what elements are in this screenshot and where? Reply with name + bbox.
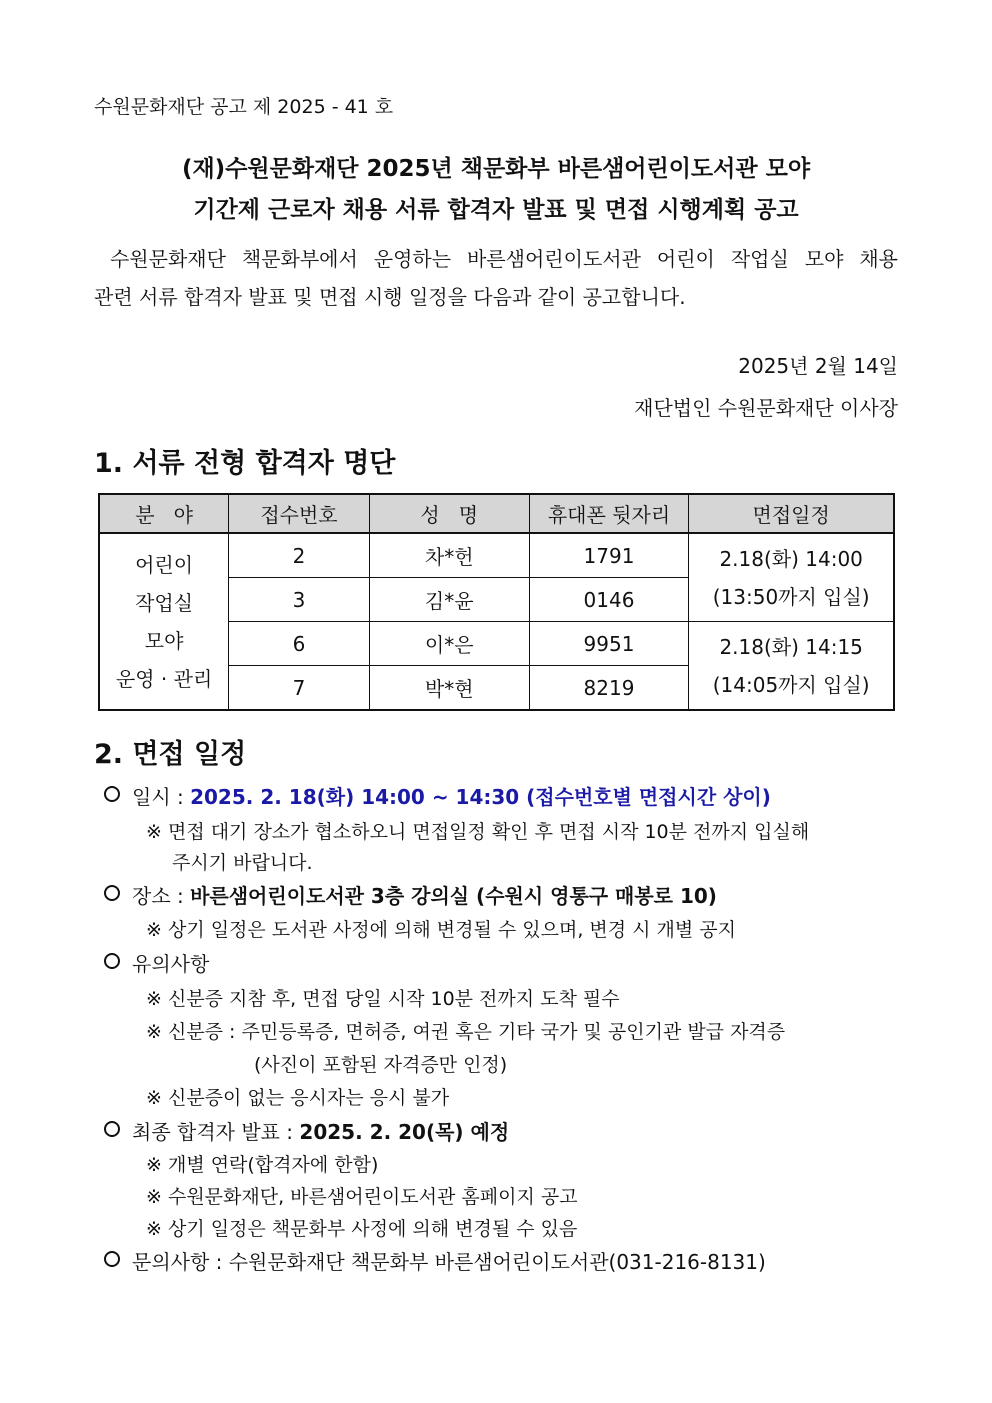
field-cell <box>99 533 229 710</box>
col-field: 분 야 <box>99 494 229 533</box>
circle-bullet-icon <box>104 1121 120 1137</box>
results-table <box>98 493 895 711</box>
field-line: 모야 <box>144 628 184 653</box>
inquiry-text: 문의사항 : 수원문화재단 책문화부 바른샘어린이도서관(031-216-8131) <box>132 1250 766 1274</box>
datetime-note-line1: ※ 면접 대기 장소가 협소하오니 면접일정 확인 후 면접 시작 10분 전까지 입실해 <box>146 821 810 843</box>
circle-bullet-icon <box>104 1251 120 1267</box>
field-line: 작업실 <box>135 590 194 615</box>
interview-time: 2.18(화) 14:00 <box>719 546 863 571</box>
datetime-label: 일시 : <box>132 785 191 809</box>
signer: 재단법인 수원문화재단 이사장 <box>634 396 898 420</box>
phone-last-digits: 0146 <box>529 578 689 622</box>
table-row <box>99 533 894 578</box>
final-value: 2025. 2. 20(목) 예정 <box>299 1120 510 1144</box>
applicant-number: 2 <box>229 533 370 578</box>
applicant-number: 7 <box>229 666 370 711</box>
final-label: 최종 합격자 발표 : <box>132 1120 300 1144</box>
caution-note-3: ※ 신분증이 없는 응시자는 응시 불가 <box>146 1087 450 1109</box>
final-note-1: ※ 개별 연락(합격자에 한함) <box>146 1154 379 1176</box>
cautions-label: 유의사항 <box>132 952 210 976</box>
applicant-number: 3 <box>229 578 370 622</box>
col-name: 성 명 <box>369 494 529 533</box>
place-note: ※ 상기 일정은 도서관 사정에 의해 변경될 수 있으며, 변경 시 개별 공지 <box>146 919 736 941</box>
phone-last-digits: 8219 <box>529 666 689 711</box>
place-label: 장소 : <box>132 884 191 908</box>
phone-last-digits: 1791 <box>529 533 689 578</box>
notice-title-line2: 기간제 근로자 채용 서류 합격자 발표 및 면접 시행계획 공고 <box>193 197 799 223</box>
caution-note-2b: (사진이 포함된 자격증만 인정) <box>254 1054 508 1076</box>
interview-schedule-cell <box>689 622 894 711</box>
place-value: 바른샘어린이도서관 3층 강의실 (수원시 영통구 매봉로 10) <box>190 884 717 908</box>
datetime-row <box>104 781 771 810</box>
applicant-number: 6 <box>229 622 370 666</box>
interview-entry: (13:50까지 입실) <box>712 584 870 609</box>
announcement-date: 2025년 2월 14일 <box>738 354 898 378</box>
circle-bullet-icon <box>104 885 120 901</box>
field-line: 어린이 <box>135 552 194 577</box>
applicant-name: 김*윤 <box>369 578 529 622</box>
applicant-name: 박*현 <box>369 666 529 711</box>
field-line: 운영 · 관리 <box>115 666 213 691</box>
intro-line2: 관련 서류 합격자 발표 및 면접 시행 일정을 다음과 같이 공고합니다. <box>94 285 686 309</box>
section2-heading: 2. 면접 일정 <box>94 739 247 770</box>
intro-line1 <box>94 243 898 272</box>
notice-number: 수원문화재단 공고 제 2025 - 41 호 <box>94 96 394 118</box>
table-header-row <box>99 494 894 533</box>
section1-heading: 1. 서류 전형 합격자 명단 <box>94 448 396 479</box>
notice-title-line1: (재)수원문화재단 2025년 책문화부 바른샘어린이도서관 모야 <box>181 156 811 182</box>
applicant-name: 차*헌 <box>369 533 529 578</box>
place-row <box>104 880 717 909</box>
final-note-3: ※ 상기 일정은 책문화부 사정에 의해 변경될 수 있음 <box>146 1218 578 1240</box>
phone-last-digits: 9951 <box>529 622 689 666</box>
final-row <box>104 1116 509 1145</box>
circle-bullet-icon <box>104 786 120 802</box>
interview-entry: (14:05까지 입실) <box>712 672 870 697</box>
final-note-2: ※ 수원문화재단, 바른샘어린이도서관 홈페이지 공고 <box>146 1186 578 1208</box>
interview-time: 2.18(화) 14:15 <box>719 634 863 659</box>
applicant-name: 이*은 <box>369 622 529 666</box>
datetime-note-line2: 주시기 바랍니다. <box>172 852 313 874</box>
caution-note-1: ※ 신분증 지참 후, 면접 당일 시작 10분 전까지 도착 필수 <box>146 988 620 1010</box>
circle-bullet-icon <box>104 953 120 969</box>
datetime-value: 2025. 2. 18(화) 14:00 ~ 14:30 (접수번호별 면접시간 상이) <box>190 785 771 809</box>
caution-note-2: ※ 신분증 : 주민등록증, 면허증, 여권 혹은 기타 국가 및 공인기관 발급 자격증 <box>146 1021 786 1043</box>
intro-line1-text: 수원문화재단 책문화부에서 운영하는 바른샘어린이도서관 어린이 작업실 모야 채용 <box>109 247 899 271</box>
col-phone: 휴대폰 뒷자리 <box>529 494 689 533</box>
col-schedule: 면접일정 <box>689 494 894 533</box>
inquiry-row <box>104 1246 766 1275</box>
interview-schedule-cell <box>689 533 894 622</box>
cautions-row <box>104 948 209 977</box>
col-number: 접수번호 <box>229 494 370 533</box>
